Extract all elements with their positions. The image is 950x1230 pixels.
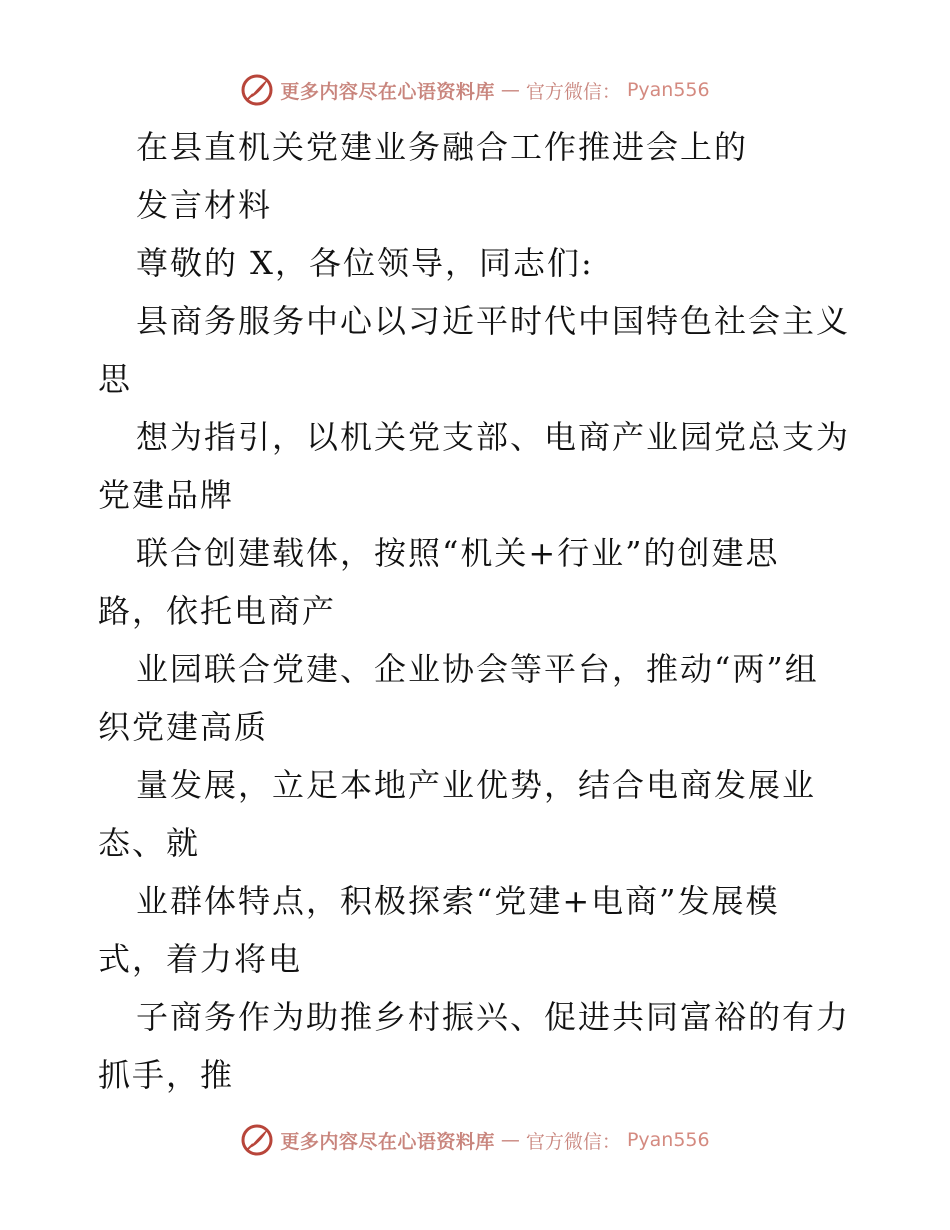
text-line: 织党建高质 [98,708,269,746]
text-line: 想为指引，以机关党支部、电商产业园党总支为 [136,418,851,456]
text-line: 县商务服务中心以习近平时代中国特色社会主义 [136,302,851,340]
banner-main-text: 更多内容尽在心语资料库 [280,1130,495,1153]
banner-main-text: 更多内容尽在心语资料库 [280,80,495,103]
text-line: 量发展，立足本地产业优势，结合电商发展业 [136,766,817,804]
text-line: 发言材料 [136,186,273,224]
text-line: 在县直机关党建业务融合工作推进会上的 [136,128,749,166]
feather-logo-icon [240,1123,274,1157]
text-line: 式，着力将电 [98,940,303,978]
footer-watermark-banner [0,1120,950,1160]
text-line: 子商务作为助推乡村振兴、促进共同富裕的有力 [136,998,851,1036]
text-line: 思 [98,360,133,398]
document-body [98,118,858,1104]
banner-wechat-label: 官方微信： [525,80,621,103]
banner-separator: — [500,1129,520,1151]
text-line: 业园联合党建、企业协会等平台，推动“两”组 [136,650,819,688]
text-line: 路，依托电商产 [98,592,337,630]
text-line: 联合创建载体，按照“机关+行业”的创建思 [136,534,780,572]
text-line: 党建品牌 [98,476,235,514]
text-line: 业群体特点，积极探索“党建+电商”发展模 [136,882,780,920]
banner-wechat-id: Pyan556 [626,79,710,101]
banner-wechat-label: 官方微信： [525,1130,621,1153]
text-line: 态、就 [98,824,201,862]
text-line: 抓手，推 [98,1056,235,1094]
banner-wechat-id: Pyan556 [626,1129,710,1151]
text-line: 尊敬的 X，各位领导，同志们: [136,244,594,282]
header-watermark-banner [0,70,950,110]
banner-separator: — [500,79,520,101]
feather-logo-icon [240,73,274,107]
